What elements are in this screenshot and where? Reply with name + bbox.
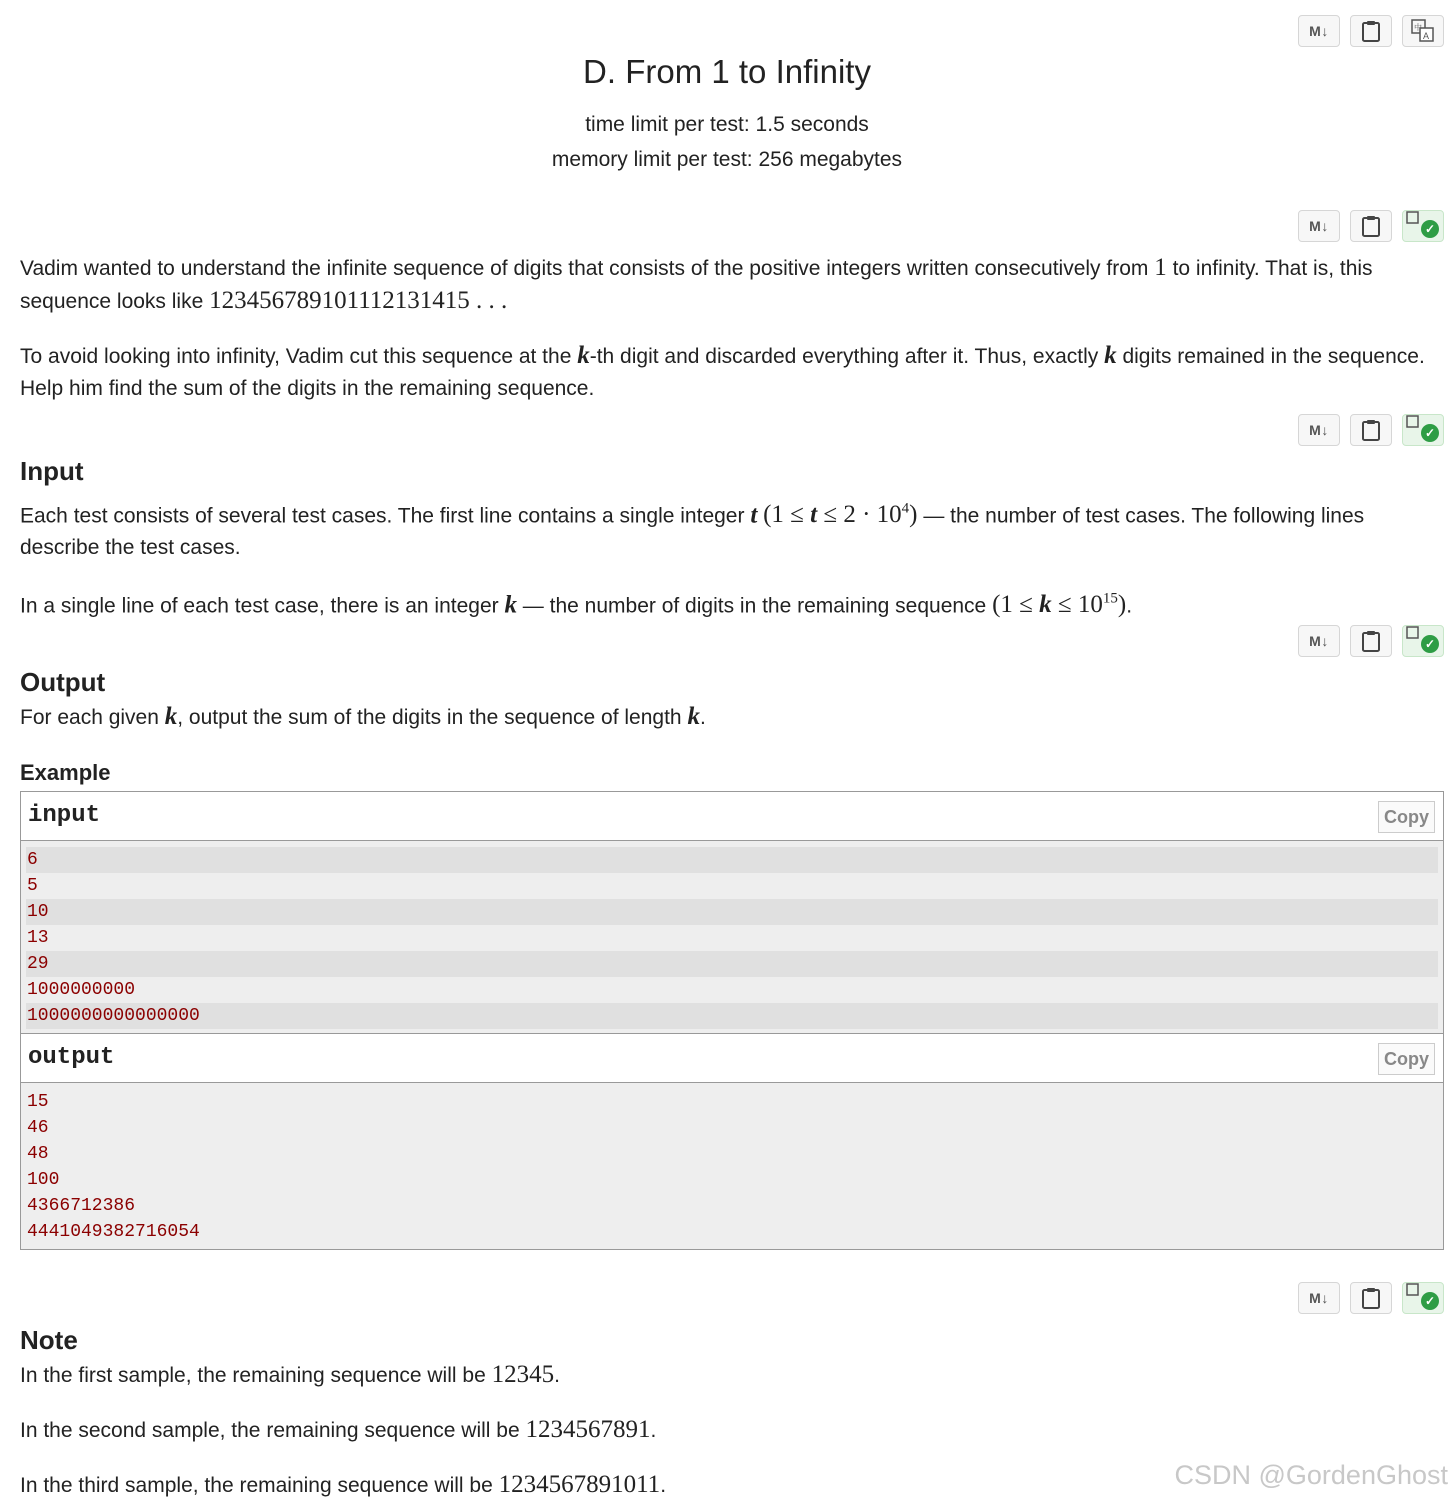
markdown-button[interactable] xyxy=(1298,625,1340,657)
example-output-lines xyxy=(21,1083,1443,1249)
translate-icon xyxy=(1411,19,1435,43)
example-line: 46 xyxy=(27,1118,49,1138)
copy-clipboard-button[interactable] xyxy=(1350,15,1392,47)
note-line-2: In the second sample, the remaining sequence will be 1234567891. xyxy=(20,1416,657,1443)
example-input-box xyxy=(20,791,1444,1034)
check-icon: ✓ xyxy=(1421,220,1439,238)
markdown-icon: M↓ xyxy=(1309,23,1329,39)
example-line: 4441049382716054 xyxy=(27,1222,200,1242)
svg-text:中: 中 xyxy=(1414,23,1422,32)
clipboard-icon xyxy=(1362,215,1380,237)
check-icon: ✓ xyxy=(1421,635,1439,653)
example-output-box xyxy=(20,1033,1444,1250)
copy-input-button[interactable]: Copy xyxy=(1378,801,1435,833)
input-heading: Input xyxy=(20,456,84,486)
example-line: 5 xyxy=(27,876,38,896)
translate-button[interactable] xyxy=(1402,625,1444,657)
statement-paragraph-2: To avoid looking into infinity, Vadim cut this sequence at the k-th digit and discarded everything after it. Thus, exactly k digits remained in the sequence. Help him find the sum of the digits in the remaining sequence. xyxy=(20,342,1425,400)
example-line: 4366712386 xyxy=(27,1196,136,1216)
note-line-1: In the first sample, the remaining sequence will be 12345. xyxy=(20,1361,560,1388)
markdown-icon: M↓ xyxy=(1309,422,1329,438)
input-paragraph-2: In a single line of each test case, there is an integer k — the number of digits in the remaining sequence $(1 \le k \le 10^{15})$. xyxy=(20,591,1133,619)
memory-limit: memory limit per test: 256 megabytes xyxy=(551,148,903,171)
time-limit: time limit per test: 1.5 seconds xyxy=(585,113,869,136)
example-line: 15 xyxy=(27,1092,49,1112)
watermark: CSDN @GordenGhost xyxy=(1174,1460,1448,1490)
example-input-lines xyxy=(21,841,1443,1033)
translate-button[interactable] xyxy=(1402,210,1444,242)
translate-button[interactable] xyxy=(1402,15,1444,47)
markdown-button[interactable] xyxy=(1298,414,1340,446)
clipboard-icon xyxy=(1362,20,1380,42)
example-input-title: input Copy xyxy=(21,792,1443,841)
translate-button[interactable] xyxy=(1402,414,1444,446)
example-heading: Example xyxy=(20,760,111,785)
output-heading: Output xyxy=(20,667,106,697)
markdown-button[interactable] xyxy=(1298,1282,1340,1314)
markdown-button[interactable] xyxy=(1298,15,1340,47)
copy-clipboard-button[interactable] xyxy=(1350,625,1392,657)
note-line-3: In the third sample, the remaining sequence will be 1234567891011. xyxy=(20,1471,667,1498)
example-line: 13 xyxy=(27,928,49,948)
check-icon: ✓ xyxy=(1421,1292,1439,1310)
output-toolbar xyxy=(1298,625,1444,657)
markdown-icon: M↓ xyxy=(1309,218,1329,234)
markdown-button[interactable] xyxy=(1298,210,1340,242)
input-paragraph-1: Each test consists of several test cases. The first line contains a single integer t $(1 \le t \le 2 \cdot 10^4)$ — the number of test cases. The following lines describe the test cases. xyxy=(20,501,1365,560)
markdown-icon: M↓ xyxy=(1309,1290,1329,1306)
input-toolbar xyxy=(1298,414,1444,446)
clipboard-icon xyxy=(1362,419,1380,441)
example-line: 1000000000 xyxy=(27,980,136,1000)
output-paragraph: For each given k, output the sum of the digits in the sequence of length k. xyxy=(20,703,706,730)
copy-output-button[interactable]: Copy xyxy=(1378,1043,1435,1075)
example-line: 100 xyxy=(27,1170,60,1190)
example-line: 48 xyxy=(27,1144,49,1164)
example-output-title: output Copy xyxy=(21,1034,1443,1083)
example-line: 10 xyxy=(26,899,1438,925)
note-heading: Note xyxy=(20,1325,78,1355)
header-toolbar xyxy=(1298,15,1444,47)
note-toolbar xyxy=(1298,1282,1444,1314)
copy-clipboard-button[interactable] xyxy=(1350,414,1392,446)
statement-toolbar xyxy=(1298,210,1444,242)
statement-paragraph-1: Vadim wanted to understand the infinite sequence of digits that consists of the positive integers written consecutively from 1 to infinity. That is, this sequence looks like 123456789101112131415 . . . xyxy=(20,254,1373,314)
example-line: 6 xyxy=(26,847,1438,873)
translate-button[interactable] xyxy=(1402,1282,1444,1314)
check-icon: ✓ xyxy=(1421,424,1439,442)
copy-clipboard-button[interactable] xyxy=(1350,1282,1392,1314)
svg-text:A: A xyxy=(1423,31,1430,41)
example-line: 1000000000000000 xyxy=(26,1003,1438,1029)
problem-title: D. From 1 to Infinity xyxy=(583,53,871,90)
markdown-icon: M↓ xyxy=(1309,633,1329,649)
clipboard-icon xyxy=(1362,1287,1380,1309)
example-line: 29 xyxy=(26,951,1438,977)
copy-clipboard-button[interactable] xyxy=(1350,210,1392,242)
clipboard-icon xyxy=(1362,630,1380,652)
